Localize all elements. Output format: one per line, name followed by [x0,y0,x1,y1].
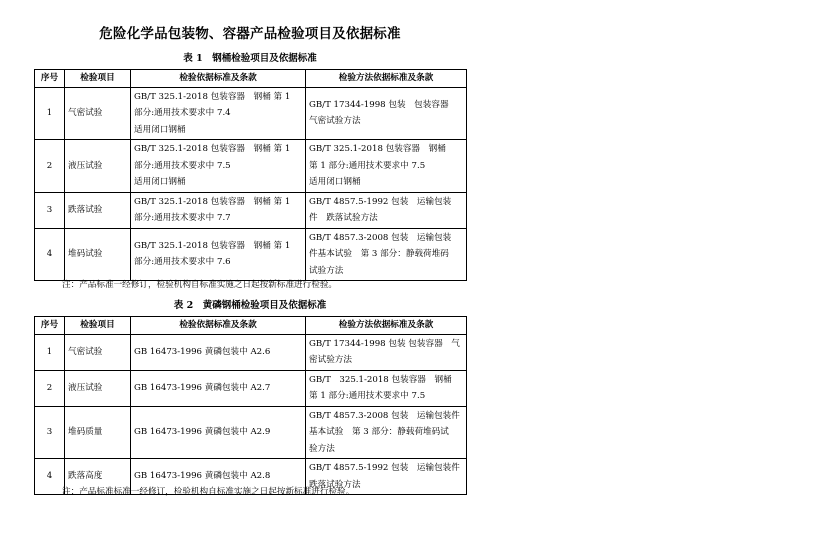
table-row [35,192,467,228]
table-row [35,140,467,193]
basis-line: 适用闭口钢桶 [134,124,186,135]
cell-item: 跌落试验 [65,192,131,228]
method-line: 第 1 部分:通用技术要求中 7.5 [309,391,426,401]
header-basis: 检验依据标准及条款 [131,317,306,335]
table-row [35,228,467,281]
method-line: 验方法 [309,443,335,454]
basis-line: GB/T 325.1-2018 包装容器 钢桶 第 1 [134,91,291,102]
header-no: 序号 [35,317,65,335]
basis-line: GB 16473-1996 黄磷包装中 A2.9 [134,427,271,437]
cell-method [306,370,467,406]
basis-line: 部分:通用技术要求中 7.4 [134,108,231,118]
table2 [34,316,467,495]
table-row [35,87,467,140]
basis-line: 部分:通用技术要求中 7.5 [134,160,231,171]
header-method: 检验方法依据标准及条款 [306,70,467,88]
table1-caption: 表 1 钢桶检验项目及依据标准 [183,53,317,64]
table1 [34,69,467,281]
method-line: GB/T 4857.5-1992 包装 运输包装 [309,196,452,207]
table2-note: 注：产品标准标准一经修订，检验机构自标准实施之日起按新标准进行检验。 [62,487,355,497]
cell-basis [131,406,306,459]
method-line: 密试验方法 [309,355,352,365]
cell-item: 气密试验 [65,334,131,370]
basis-line: GB/T 325.1-2018 包装容器 钢桶 第 1 [134,144,291,154]
header-item: 检验项目 [65,317,131,335]
cell-method [306,192,467,228]
cell-basis [131,87,306,140]
cell-basis [131,192,306,228]
table-row [35,406,467,459]
basis-line: 部分:通用技术要求中 7.6 [134,257,231,268]
cell-no: 1 [35,334,65,370]
method-line: 基本试验 第 3 部分：静载荷堆码试 [309,427,449,437]
cell-item: 气密试验 [65,87,131,140]
header-method: 检验方法依据标准及条款 [306,317,467,335]
cell-no: 1 [35,87,65,140]
table1-note: 注：产品标准一经修订，检验机构自标准实施之日起按新标准进行检验。 [62,280,338,290]
cell-basis [131,140,306,193]
basis-line: 适用闭口钢桶 [134,177,186,187]
method-line: 适用闭口钢桶 [309,177,361,187]
method-line: GB/T 4857.5-1992 包装 运输包装件 [309,463,460,473]
cell-no: 2 [35,370,65,406]
method-line: 试验方法 [309,265,344,276]
cell-method [306,228,467,281]
table2-header-row [35,317,467,335]
cell-item: 堆码试验 [65,228,131,281]
basis-line: GB/T 325.1-2018 包装容器 钢桶 第 1 [134,196,291,207]
header-no: 序号 [35,70,65,88]
table2-caption: 表 2 黄磷钢桶检验项目及依据标准 [173,300,327,311]
table-row [35,334,467,370]
basis-line: GB 16473-1996 黄磷包装中 A2.8 [134,471,271,482]
cell-no: 2 [35,140,65,193]
cell-basis [131,370,306,406]
cell-no: 4 [35,459,65,495]
table2-body [35,334,467,495]
method-line: 跌落试验方法 [309,479,361,490]
cell-basis [131,334,306,370]
cell-item: 液压试验 [65,370,131,406]
cell-item: 跌落高度 [65,459,131,495]
cell-method [306,334,467,370]
method-line: GB/T 4857.3-2008 包装 运输包装 [309,232,452,243]
method-line: GB/T 325.1-2018 包装容器 钢桶 [309,144,446,154]
cell-item: 堆码质量 [65,406,131,459]
method-line: GB/T 325.1-2018 包装容器 钢桶 [309,374,452,385]
cell-method [306,87,467,140]
method-line: GB/T 17344-1998 包装 包装容器 气 [309,338,460,349]
cell-method [306,406,467,459]
cell-no: 3 [35,406,65,459]
basis-line: GB/T 325.1-2018 包装容器 钢桶 第 1 [134,240,291,251]
table1-body [35,87,467,281]
document-title: 危险化学品包装物、容器产品检验项目及依据标准 [99,26,401,42]
cell-basis [131,228,306,281]
method-line: 第 1 部分:通用技术要求中 7.5 [309,160,426,171]
header-basis: 检验依据标准及条款 [131,70,306,88]
method-line: 件 跌落试验方法 [309,213,378,223]
method-line: GB/T 4857.3-2008 包装 运输包装件 [309,410,460,421]
method-line: GB/T 17344-1998 包装 包装容器 [309,99,449,110]
table-row [35,370,467,406]
method-line: 件基本试验 第 3 部分：静载荷堆码 [309,249,449,259]
basis-line: GB 16473-1996 黄磷包装中 A2.6 [134,346,271,357]
cell-item: 液压试验 [65,140,131,193]
basis-line: GB 16473-1996 黄磷包装中 A2.7 [134,382,271,393]
method-line: 气密试验方法 [309,116,361,127]
cell-no: 3 [35,192,65,228]
cell-method [306,140,467,193]
table1-header-row [35,70,467,88]
basis-line: 部分:通用技术要求中 7.7 [134,213,231,223]
header-item: 检验项目 [65,70,131,88]
cell-no: 4 [35,228,65,281]
